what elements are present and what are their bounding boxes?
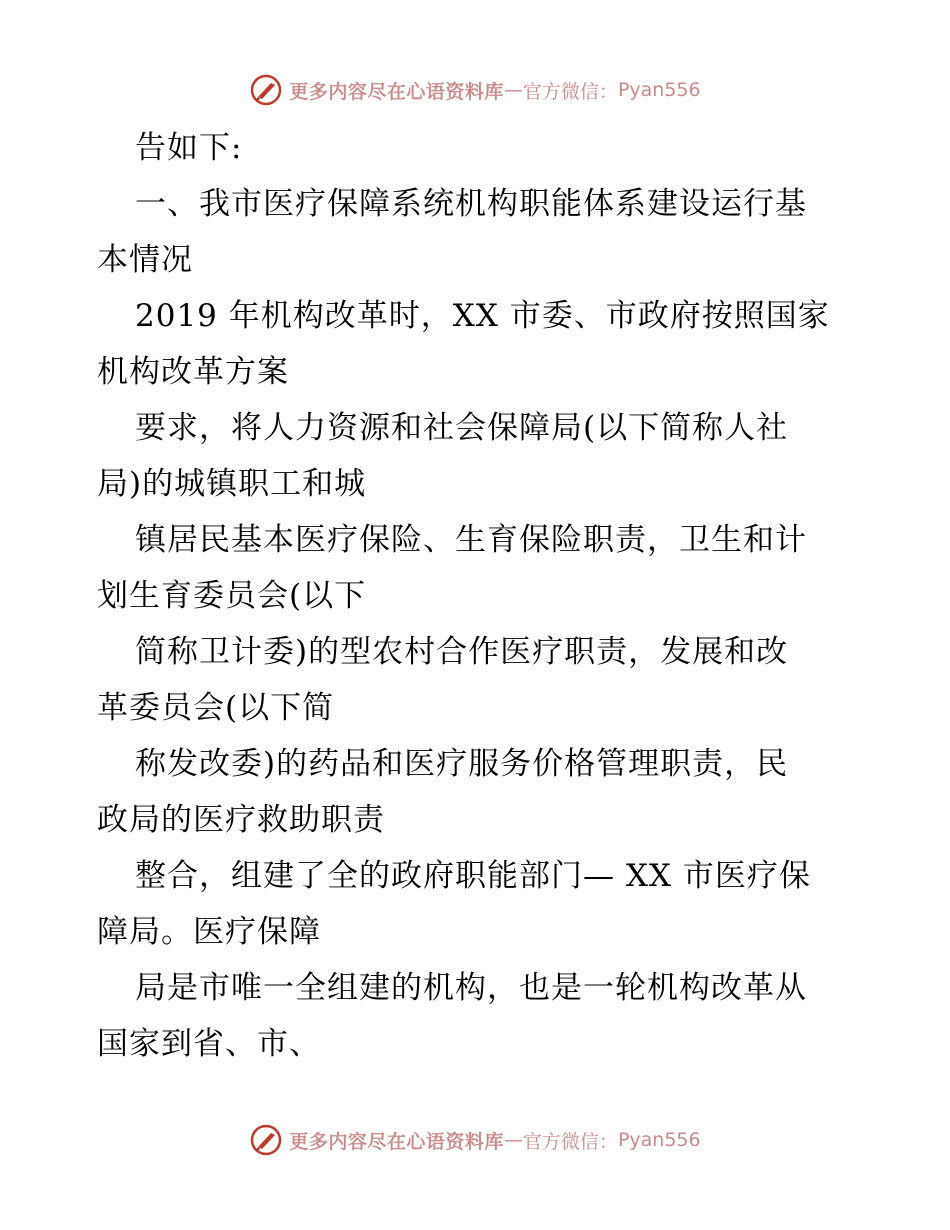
- watermark-separator: —: [503, 79, 523, 101]
- watermark-wechat-id: Pyan556: [617, 1129, 701, 1151]
- watermark-brand: 更多内容尽在心语资料库: [289, 80, 504, 103]
- watermark-wechat-id: Pyan556: [617, 79, 701, 101]
- text-line: 划生育委员会(以下: [97, 578, 367, 614]
- text-line: 要求，将人力资源和社会保障局(以下简称人社: [135, 410, 789, 446]
- text-line: 称发改委)的药品和医疗服务价格管理职责，民: [135, 746, 789, 782]
- text-line: 镇居民基本医疗保险、生育保险职责，卫生和计: [135, 522, 807, 558]
- watermark-separator: —: [503, 1129, 523, 1151]
- text-line: 整合，组建了全的政府职能部门— XX 市医疗保: [135, 858, 811, 894]
- text-line: 告如下:: [135, 130, 243, 166]
- text-line: 机构改革方案: [97, 354, 289, 390]
- text-line: 简称卫计委)的型农村合作医疗职责，发展和改: [135, 634, 789, 670]
- footer-watermark: [0, 1120, 950, 1160]
- watermark-wechat-label: 官方微信：: [522, 1130, 618, 1153]
- document-body: [97, 120, 857, 1072]
- text-line: 2019 年机构改革时，XX 市委、市政府按照国家: [135, 298, 830, 334]
- header-watermark: [0, 70, 950, 110]
- text-line: 革委员会(以下简: [97, 690, 335, 726]
- watermark-brand: 更多内容尽在心语资料库: [289, 1130, 504, 1153]
- watermark-wechat-label: 官方微信：: [522, 80, 618, 103]
- quill-logo-icon: [249, 73, 283, 107]
- text-line: 障局。医疗保障: [97, 914, 321, 950]
- text-line: 本情况: [97, 242, 193, 278]
- text-line: 政局的医疗救助职责: [97, 802, 385, 838]
- text-line: 国家到省、市、: [97, 1026, 321, 1062]
- text-line: 一、我市医疗保障系统机构职能体系建设运行基: [135, 186, 807, 222]
- text-line: 局)的城镇职工和城: [97, 466, 367, 502]
- text-line: 局是市唯一全组建的机构，也是一轮机构改革从: [135, 970, 807, 1006]
- quill-logo-icon: [249, 1123, 283, 1157]
